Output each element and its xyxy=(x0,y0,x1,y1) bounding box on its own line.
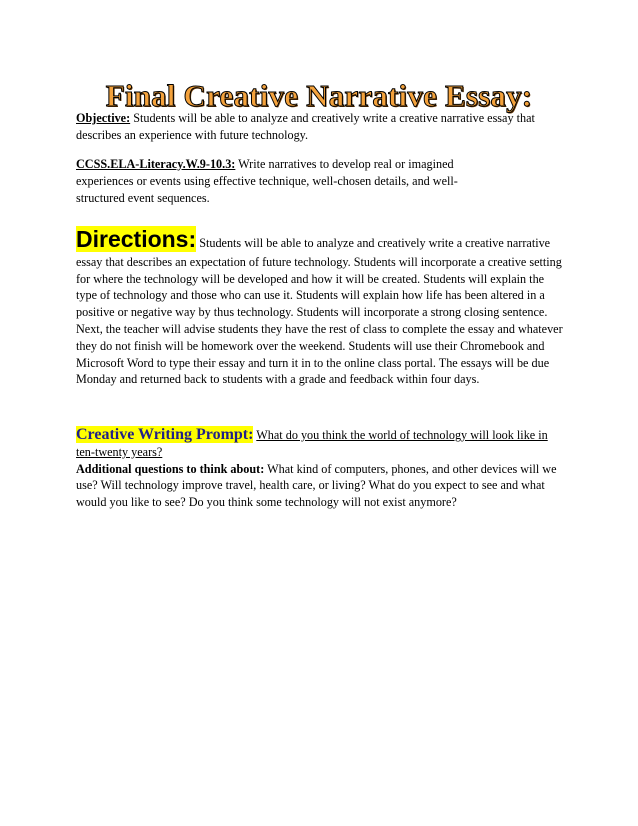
prompt-heading: Creative Writing Prompt: xyxy=(76,426,254,443)
prompt-question: What do you think the world of technology will look like in ten-twenty years? xyxy=(76,428,548,459)
standard-section xyxy=(76,156,496,206)
objective-text: Students will be able to analyze and creatively write a creative narrative essay that describes an experience with future technology. xyxy=(76,111,535,142)
document-title: Final Creative Narrative Essay: xyxy=(105,78,533,113)
directions-section xyxy=(76,227,566,388)
standard-label: CCSS.ELA-Literacy.W.9-10.3: xyxy=(76,157,236,171)
additional-questions-label: Additional questions to think about: xyxy=(76,461,265,476)
prompt-section xyxy=(76,427,566,511)
directions-inline-text: Students will be able to analyze and creatively write a creative narrative xyxy=(196,236,551,250)
standard-text: Write narratives to develop real or imagined experiences or events using effective technique, well-chosen details, and well-structured event sequences. xyxy=(76,157,458,205)
directions-heading: Directions: xyxy=(76,226,197,252)
additional-questions-text: What kind of computers, phones, and other devices will we use? Will technology improve travel, health care, or living? What do you expect to see and what would you like to see? Do you think some technology will not exist anymore? xyxy=(76,461,557,510)
objective-label: Objective: xyxy=(76,111,131,125)
directions-body: essay that describes an expectation of future technology. Students will incorporate a creative setting for where the technology will be developed and how it will be created. Students will explain the type of technology and those who can use it. Students will explain how life has been altered in a positive or negative way by thus technology. Students will incorporate a strong closing sentence. Next, the teacher will advise students they have the rest of class to complete the essay and whatever they do not finish will be homework over the weekend. Students will use their Chromebook and Microsoft Word to type their essay and turn it in to the online class portal. The essays will be due Monday and returned back to students with a grade and feedback within four days. xyxy=(76,254,563,387)
objective-section xyxy=(76,110,566,144)
additional-questions xyxy=(76,461,566,511)
directions-first-line xyxy=(76,227,566,252)
